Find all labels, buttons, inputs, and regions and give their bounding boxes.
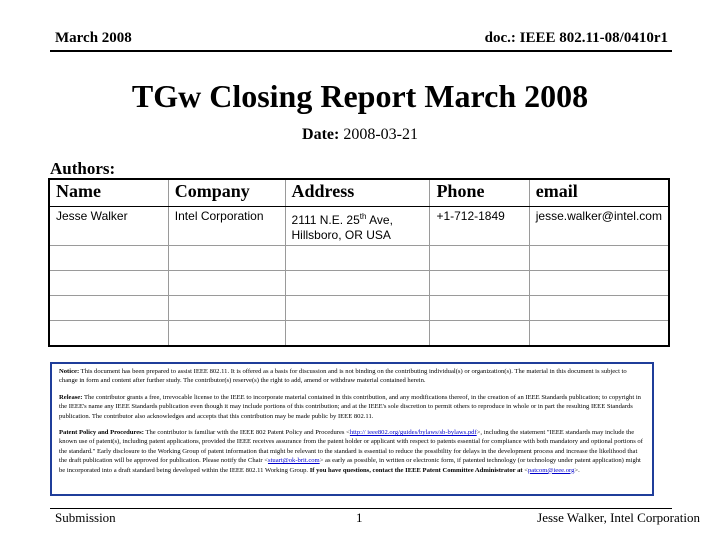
cell-name: Jesse Walker [49, 207, 168, 246]
table-header-row [49, 179, 669, 207]
column-header-address: Address [285, 179, 430, 207]
cell-email: jesse.walker@intel.com [529, 207, 669, 246]
cell-company: Intel Corporation [168, 207, 285, 246]
chair-email-link[interactable]: stuart@ok-brit.com [268, 457, 320, 465]
authors-table [48, 178, 670, 347]
release-paragraph: Release: The contributor grants a free, irrevocable license to the IEEE to incorporate material contained in this contribution, and any modifications thereof, in the creation of an IEEE Standards publication; to copyright in the IEEE's name any IEEE Standards publication even though it may include portions of this contribution; and at the IEEE's sole discretion to permit others to reproduce in whole or in part the resulting IEEE Standards publication. The contributor also acknowledges and accepts that this contribution may be made public by IEEE 802.11. [59, 393, 641, 420]
bylaws-link[interactable]: http:// ieee802.org/guides/bylaws/sb-bylaws.pdf [349, 429, 477, 437]
column-header-company: Company [168, 179, 285, 207]
cell-address [285, 207, 430, 246]
footer-rule [50, 508, 672, 509]
header-date: March 2008 [55, 30, 132, 46]
notice-paragraph: Notice: This document has been prepared to assist IEEE 802.11. It is offered as a basis for discussion and is not binding on the contributing individual(s) or organization(s). The material in this document is subject to change in form and content after further study. The contributor(s) reserve(s) the right to add, amend or withdraw material contained herein. [59, 368, 627, 385]
date-line [0, 126, 720, 144]
table-row [49, 271, 669, 296]
header-rule [50, 50, 672, 52]
column-header-phone: Phone [430, 179, 529, 207]
footer-author: Jesse Walker, Intel Corporation [537, 510, 700, 525]
page-title: TGw Closing Report March 2008 [131, 78, 589, 114]
date-label: Date: [302, 126, 340, 143]
column-header-email: email [529, 179, 669, 207]
notice-box [50, 362, 654, 496]
column-header-name: Name [49, 179, 168, 207]
patent-policy-paragraph: Patent Policy and Procedures: The contributor is familiar with the IEEE 802 Patent Policy and Procedures <http:// ieee802.org/guides/bylaws/sb-bylaws.pdf>, including the statement "IEEE standards may include the known use of patent(s), including patent applications, provided the IEEE receives assurance from the patent holder or applicant with respect to patents essential for compliance with both mandatory and optional portions of the standard." Early disclosure to the Working Group of patent information that might be relevant to the standard is essential to reduce the possibility for delays in the development process and increase the likelihood that the draft publication will be approved for publication. Please notify the Chair <stuart@ok-brit.com> as early as possible, in written or electronic form, if patented technology (or technology under patent application) might be incorporated into a draft standard being developed within the IEEE 802.11 Working Group. If you have questions, contact the IEEE Patent Committee Administrator at <patcom@ieee.org>. [59, 429, 643, 474]
table-row [49, 321, 669, 347]
header-doc-id: doc.: IEEE 802.11-08/0410r1 [484, 30, 668, 46]
footer-page-number: 1 [356, 510, 363, 525]
date-value: 2008-03-21 [343, 126, 418, 143]
table-row [49, 246, 669, 271]
address-line-2: Hillsboro, OR USA [291, 228, 391, 242]
cell-phone: +1-712-1849 [430, 207, 529, 246]
authors-label: Authors: [50, 159, 116, 178]
patcom-email-link[interactable]: patcom@ieee.org [527, 466, 575, 474]
table-row [49, 296, 669, 321]
address-line-1: 2111 N.E. 25th Ave, [291, 212, 393, 227]
table-row [49, 207, 669, 246]
footer-submission: Submission [55, 510, 116, 525]
